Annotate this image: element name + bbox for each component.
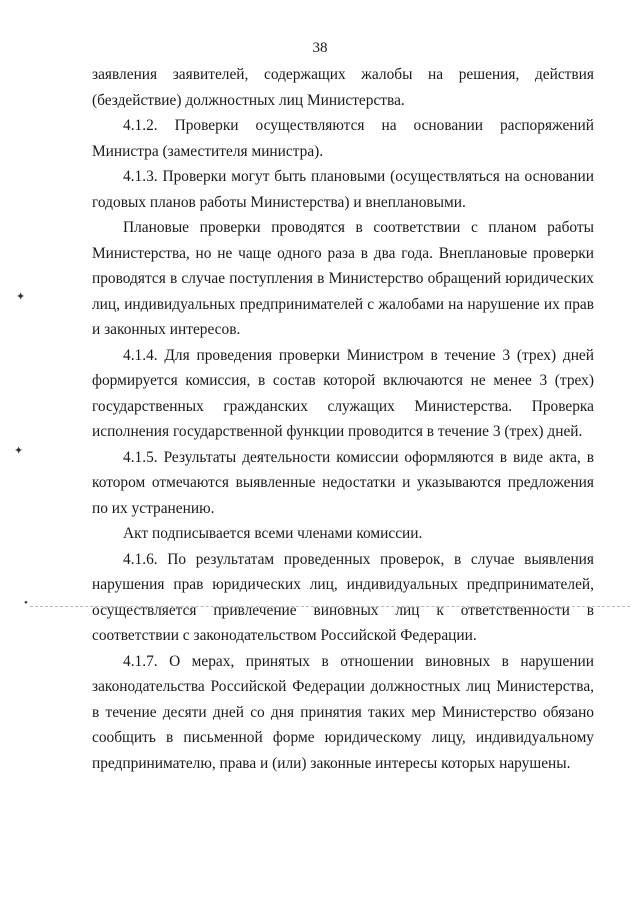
paragraph-4-1-3: 4.1.3. Проверки могут быть плановыми (осуществляться на основании годовых планов работы Министерства) и внеплановыми. bbox=[92, 168, 594, 211]
scan-artifact-mark: ✦ bbox=[14, 445, 24, 457]
scan-artifact-mark: • bbox=[24, 597, 28, 609]
document-body bbox=[92, 62, 594, 776]
scan-artifact-mark: ✦ bbox=[16, 291, 26, 303]
paragraph-4-1-5: 4.1.5. Результаты деятельности комиссии оформляются в виде акта, в котором отмечаются выявленные недостатки и указываются предложения по их устранению. bbox=[92, 448, 594, 517]
paragraph-4-1-7: 4.1.7. О мерах, принятых в отношении виновных в нарушении законодательства Российской Федерации должностных лиц Министерства, в течение десяти дней со дня принятия таких мер Министерство обязано сообщить в письменной форме юридическому лицу, индивидуальному предпринимателю, права и (или) законные интересы которых нарушены. bbox=[92, 652, 594, 772]
paragraph-act-signed: Акт подписывается всеми членами комиссии. bbox=[123, 525, 423, 542]
page-number: 38 bbox=[312, 40, 328, 56]
paragraph-planned-inspections: Плановые проверки проводятся в соответствии с планом работы Министерства, но не чаще одного раза в два года. Внеплановые проверки проводятся в случае поступления в Министерство обращений юридических лиц, индивидуальных предпринимателей с жалобами на нарушение их прав и законных интересов. bbox=[92, 219, 594, 338]
scan-artifact-line bbox=[30, 606, 630, 607]
paragraph-4-1-2: 4.1.2. Проверки осуществляются на основании распоряжений Министра (заместителя министра). bbox=[92, 117, 594, 160]
paragraph-continuation: заявления заявителей, содержащих жалобы на решения, действия (бездействие) должностных лиц Министерства. bbox=[92, 66, 594, 109]
paragraph-4-1-4: 4.1.4. Для проведения проверки Министром в течение 3 (трех) дней формируется комиссия, в состав которой включаются не менее 3 (трех) государственных гражданских служащих Министерства. Проверка исполнения государственной функции проводится в течение 3 (трех) дней. bbox=[92, 346, 594, 440]
paragraph-4-1-6: 4.1.6. По результатам проведенных проверок, в случае выявления нарушения прав юридических лиц, индивидуальных предпринимателей, осуществляется привлечение виновных лиц к ответственности в соответствии с законодательством Российской Федерации. bbox=[92, 550, 594, 644]
